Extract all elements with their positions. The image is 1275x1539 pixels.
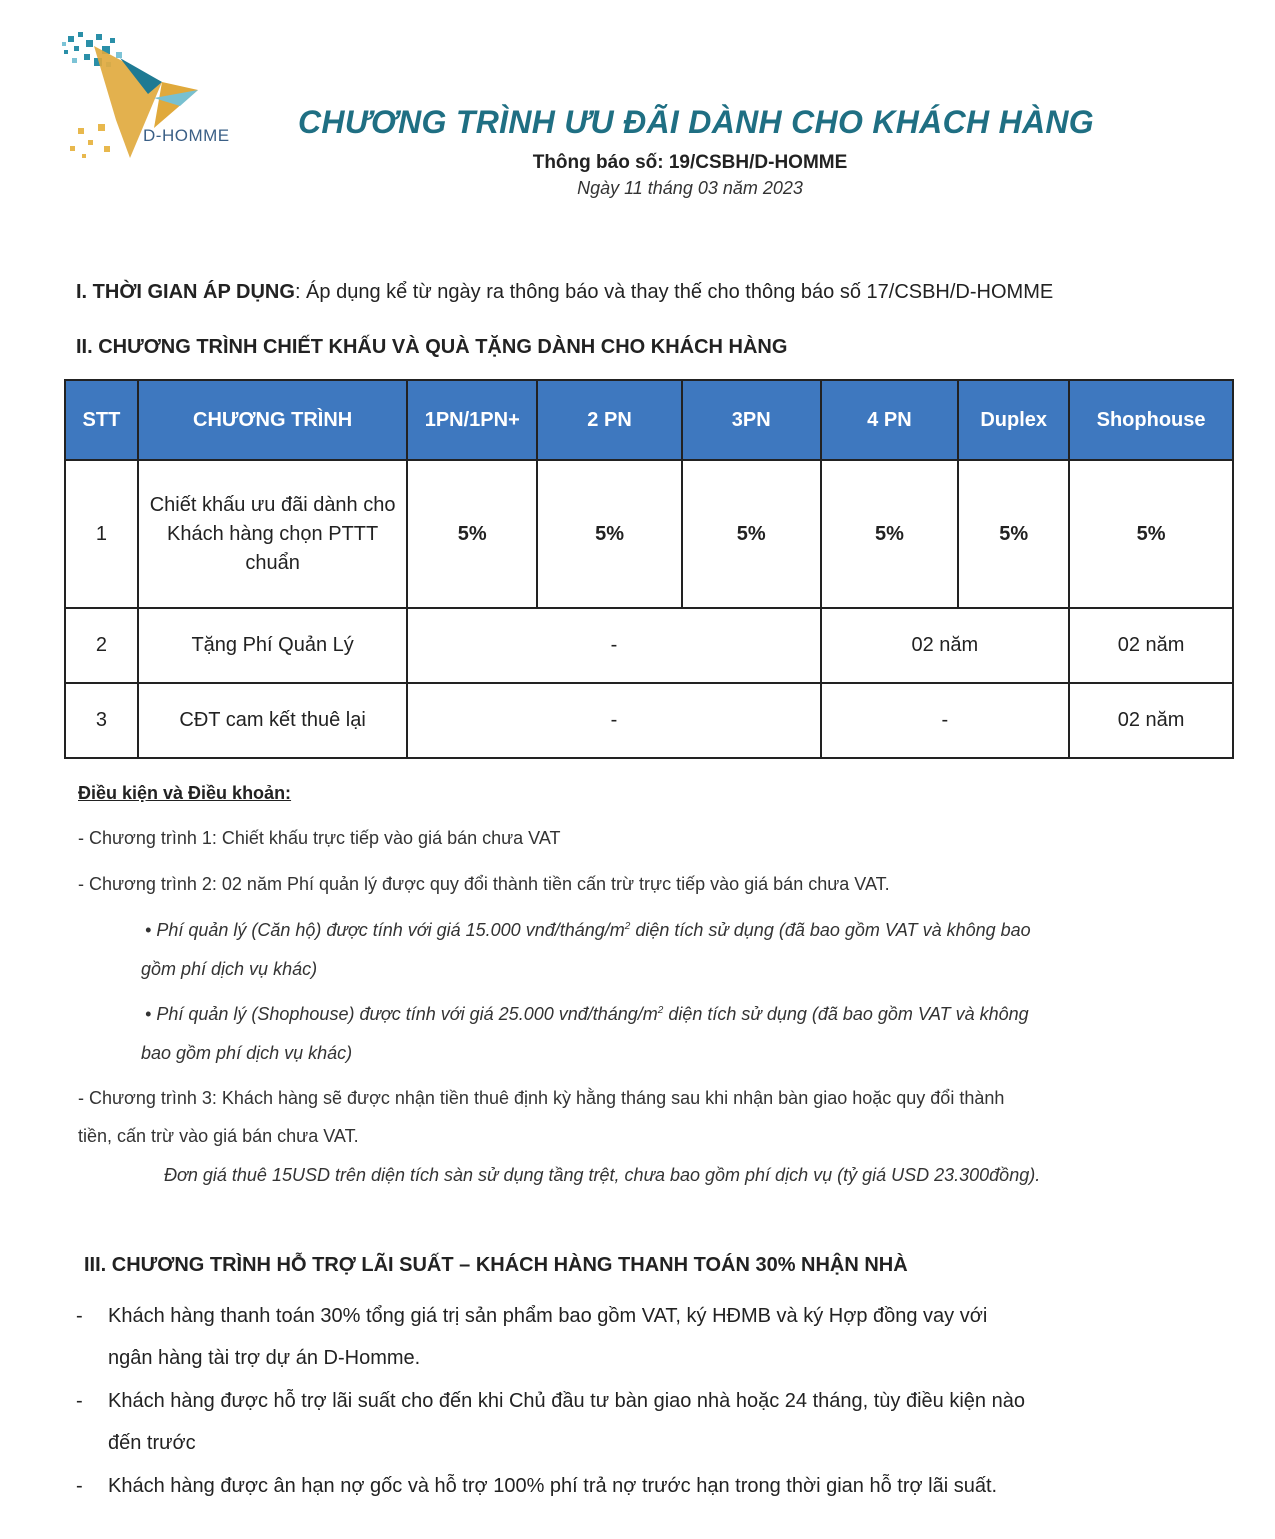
section-2-heading: II. CHƯƠNG TRÌNH CHIẾT KHẤU VÀ QUÀ TẶNG DÀNH CHO KHÁCH HÀNG — [76, 336, 788, 358]
row2-shophouse: 02 năm — [1069, 608, 1233, 683]
row1-2pn: 5% — [537, 460, 682, 608]
support-item-2-a: Khách hàng được hỗ trợ lãi suất cho đến khi Chủ đầu tư bàn giao nhà hoặc 24 tháng, tùy điều kiện nào — [108, 1390, 1025, 1412]
row1-4pn: 5% — [821, 460, 959, 608]
header-shophouse: Shophouse — [1069, 380, 1233, 460]
terms-program-1: - Chương trình 1: Chiết khấu trực tiếp vào giá bán chưa VAT — [78, 828, 561, 848]
row3-4pn-duplex: - — [821, 683, 1070, 758]
promo-table — [64, 379, 1234, 759]
section-1-text: : Áp dụng kể từ ngày ra thông báo và thay thế cho thông báo số 17/CSBH/D-HOMME — [294, 281, 1054, 303]
row1-duplex: 5% — [958, 460, 1069, 608]
section-1-label: I. THỜI GIAN ÁP DỤNG — [76, 281, 295, 303]
terms-heading: Điều kiện và Điều khoản: — [78, 783, 292, 803]
bullet1-text-b: diện tích sử dụng (đã bao gồm VAT và không bao — [630, 920, 1031, 940]
row1-stt: 1 — [65, 460, 138, 608]
row1-3pn: 5% — [682, 460, 821, 608]
bullet1-text-c: gồm phí dịch vụ khác) — [141, 959, 318, 979]
row1-1pn: 5% — [407, 460, 537, 608]
section-1 — [76, 281, 1053, 304]
terms-bullet-apartment: • Phí quản lý (Căn hộ) được tính với giá 15.000 vnđ/$tháng/m^2$ diện tích sử dụng (đã bao gồm VAT và không bao — [145, 920, 1031, 940]
bullet1-text-a: Phí quản lý (Căn hộ) được tính với giá 15.000 vnđ/tháng/m — [156, 920, 625, 940]
table-row — [65, 608, 1233, 683]
row3-program: CĐT cam kết thuê lại — [138, 683, 407, 758]
header-program: CHƯƠNG TRÌNH — [138, 380, 407, 460]
logo-wordmark: D-HOMME — [143, 126, 230, 145]
terms-bullet-shophouse: • Phí quản lý (Shophouse) được tính với giá 25.000 vnđ/$tháng/m^2$ diện tích sử dụng (đã bao gồm VAT và không — [145, 1004, 1029, 1024]
row2-program: Tặng Phí Quản Lý — [138, 608, 407, 683]
row2-stt: 2 — [65, 608, 138, 683]
row3-shophouse: 02 năm — [1069, 683, 1233, 758]
header-2pn: 2 PN — [537, 380, 682, 460]
terms-program-3-a: - Chương trình 3: Khách hàng sẽ được nhận tiền thuê định kỳ hằng tháng sau khi nhận bàn giao hoặc quy đổi thành — [78, 1088, 1005, 1108]
section-3-heading: III. CHƯƠNG TRÌNH HỖ TRỢ LÃI SUẤT – KHÁCH HÀNG THANH TOÁN 30% NHẬN NHÀ — [84, 1254, 908, 1276]
support-item-1-b: ngân hàng tài trợ dự án D-Homme. — [108, 1347, 421, 1369]
support-item-3: Khách hàng được ân hạn nợ gốc và hỗ trợ 100% phí trả nợ trước hạn trong thời gian hỗ trợ lãi suất. — [108, 1475, 998, 1497]
list-dash: - — [76, 1390, 83, 1412]
bullet2-text-c: bao gồm phí dịch vụ khác) — [141, 1043, 353, 1063]
row3-apartments: - — [407, 683, 820, 758]
table-row — [65, 683, 1233, 758]
list-dash: - — [76, 1305, 83, 1327]
bullet1-sup: 2 — [624, 921, 631, 932]
page-title: CHƯƠNG TRÌNH ƯU ĐÃI DÀNH CHO KHÁCH HÀNG — [298, 104, 1094, 140]
list-dash: - — [76, 1475, 83, 1497]
terms-program-2: - Chương trình 2: 02 năm Phí quản lý được quy đổi thành tiền cấn trừ trực tiếp vào giá bán chưa VAT. — [78, 874, 890, 894]
terms-program-3-b: tiền, cấn trừ vào giá bán chưa VAT. — [78, 1126, 359, 1146]
terms-rent-price: Đơn giá thuê 15USD trên diện tích sàn sử dụng tầng trệt, chưa bao gồm phí dịch vụ (tỷ giá USD 23.300đồng). — [164, 1165, 1041, 1185]
table-row — [65, 460, 1233, 608]
table-header-row — [65, 380, 1233, 460]
bullet2-text-b: diện tích sử dụng (đã bao gồm VAT và không — [663, 1004, 1029, 1024]
header-duplex: Duplex — [958, 380, 1069, 460]
header-3pn: 3PN — [682, 380, 821, 460]
bullet2-text-a: Phí quản lý (Shophouse) được tính với giá 25.000 vnđ/tháng/m — [156, 1004, 658, 1024]
row2-apartments: - — [407, 608, 820, 683]
row1-shophouse: 5% — [1069, 460, 1233, 608]
header-4pn: 4 PN — [821, 380, 959, 460]
row3-stt: 3 — [65, 683, 138, 758]
bullet2-sup: 2 — [657, 1005, 664, 1016]
d-homme-logo — [58, 28, 268, 168]
row2-4pn-duplex: 02 năm — [821, 608, 1070, 683]
notice-number: Thông báo số: 19/CSBH/D-HOMME — [532, 152, 848, 173]
support-item-2-b: đến trước — [108, 1432, 196, 1454]
support-item-1-a: Khách hàng thanh toán 30% tổng giá trị sản phẩm bao gồm VAT, ký HĐMB và ký Hợp đồng vay với — [108, 1305, 988, 1327]
row1-program: Chiết khấu ưu đãi dành cho Khách hàng chọn PTTT chuẩn — [138, 460, 407, 608]
header-1pn: 1PN/1PN+ — [407, 380, 537, 460]
header-stt: STT — [65, 380, 138, 460]
notice-date: Ngày 11 tháng 03 năm 2023 — [577, 178, 803, 198]
